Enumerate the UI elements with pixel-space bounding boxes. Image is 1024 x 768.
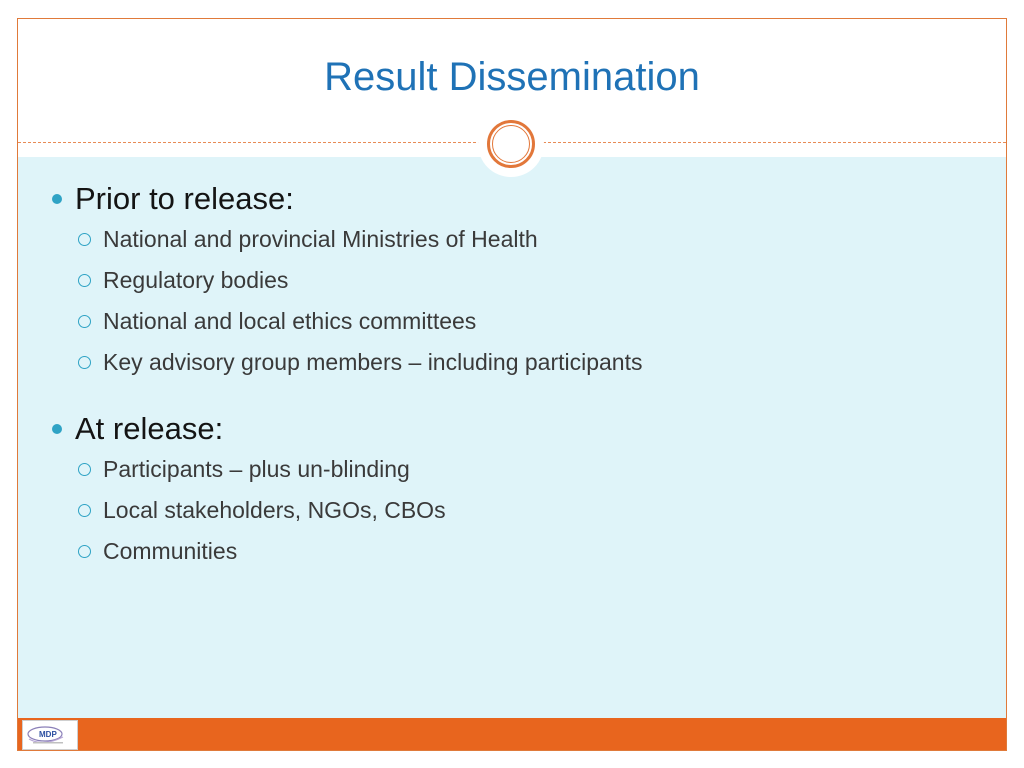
list-item: National and local ethics committees bbox=[103, 308, 477, 334]
bullet-level2 bbox=[52, 342, 972, 383]
bullet-level2 bbox=[52, 301, 972, 342]
slide-title: Result Dissemination bbox=[324, 55, 700, 99]
logo-text: MDP bbox=[39, 730, 57, 739]
bullet-level1 bbox=[52, 179, 972, 219]
bullet-level2 bbox=[52, 449, 972, 490]
hollow-circle-bullet-icon bbox=[78, 233, 91, 246]
list-item: Regulatory bodies bbox=[103, 267, 289, 293]
bullet-level1 bbox=[52, 409, 972, 449]
circle-ornament-icon bbox=[478, 111, 544, 177]
bullet-level2 bbox=[52, 219, 972, 260]
list-item: Local stakeholders, NGOs, CBOs bbox=[103, 497, 446, 523]
hollow-circle-bullet-icon bbox=[78, 504, 91, 517]
mdp-logo-icon bbox=[23, 721, 77, 749]
hollow-circle-bullet-icon bbox=[78, 274, 91, 287]
section-heading: At release: bbox=[75, 411, 224, 446]
list-item: National and provincial Ministries of Health bbox=[103, 226, 538, 252]
mdp-logo bbox=[22, 720, 78, 750]
list-item: Key advisory group members – including participants bbox=[103, 349, 643, 375]
bullet-list bbox=[52, 179, 972, 598]
ornament-outer-ring bbox=[487, 120, 535, 168]
filled-dot-bullet-icon bbox=[52, 194, 62, 204]
footer-bar bbox=[18, 718, 1006, 750]
hollow-circle-bullet-icon bbox=[78, 463, 91, 476]
list-item: Communities bbox=[103, 538, 238, 564]
hollow-circle-bullet-icon bbox=[78, 315, 91, 328]
ornament-inner-ring bbox=[492, 125, 530, 163]
list-item: Participants – plus un-blinding bbox=[103, 456, 410, 482]
bullet-level2 bbox=[52, 531, 972, 572]
filled-dot-bullet-icon bbox=[52, 424, 62, 434]
section-prior-to-release bbox=[52, 179, 972, 383]
section-at-release bbox=[52, 409, 972, 572]
section-heading: Prior to release: bbox=[75, 181, 294, 216]
bullet-level2 bbox=[52, 260, 972, 301]
hollow-circle-bullet-icon bbox=[78, 545, 91, 558]
bullet-level2 bbox=[52, 490, 972, 531]
slide bbox=[17, 18, 1007, 751]
hollow-circle-bullet-icon bbox=[78, 356, 91, 369]
